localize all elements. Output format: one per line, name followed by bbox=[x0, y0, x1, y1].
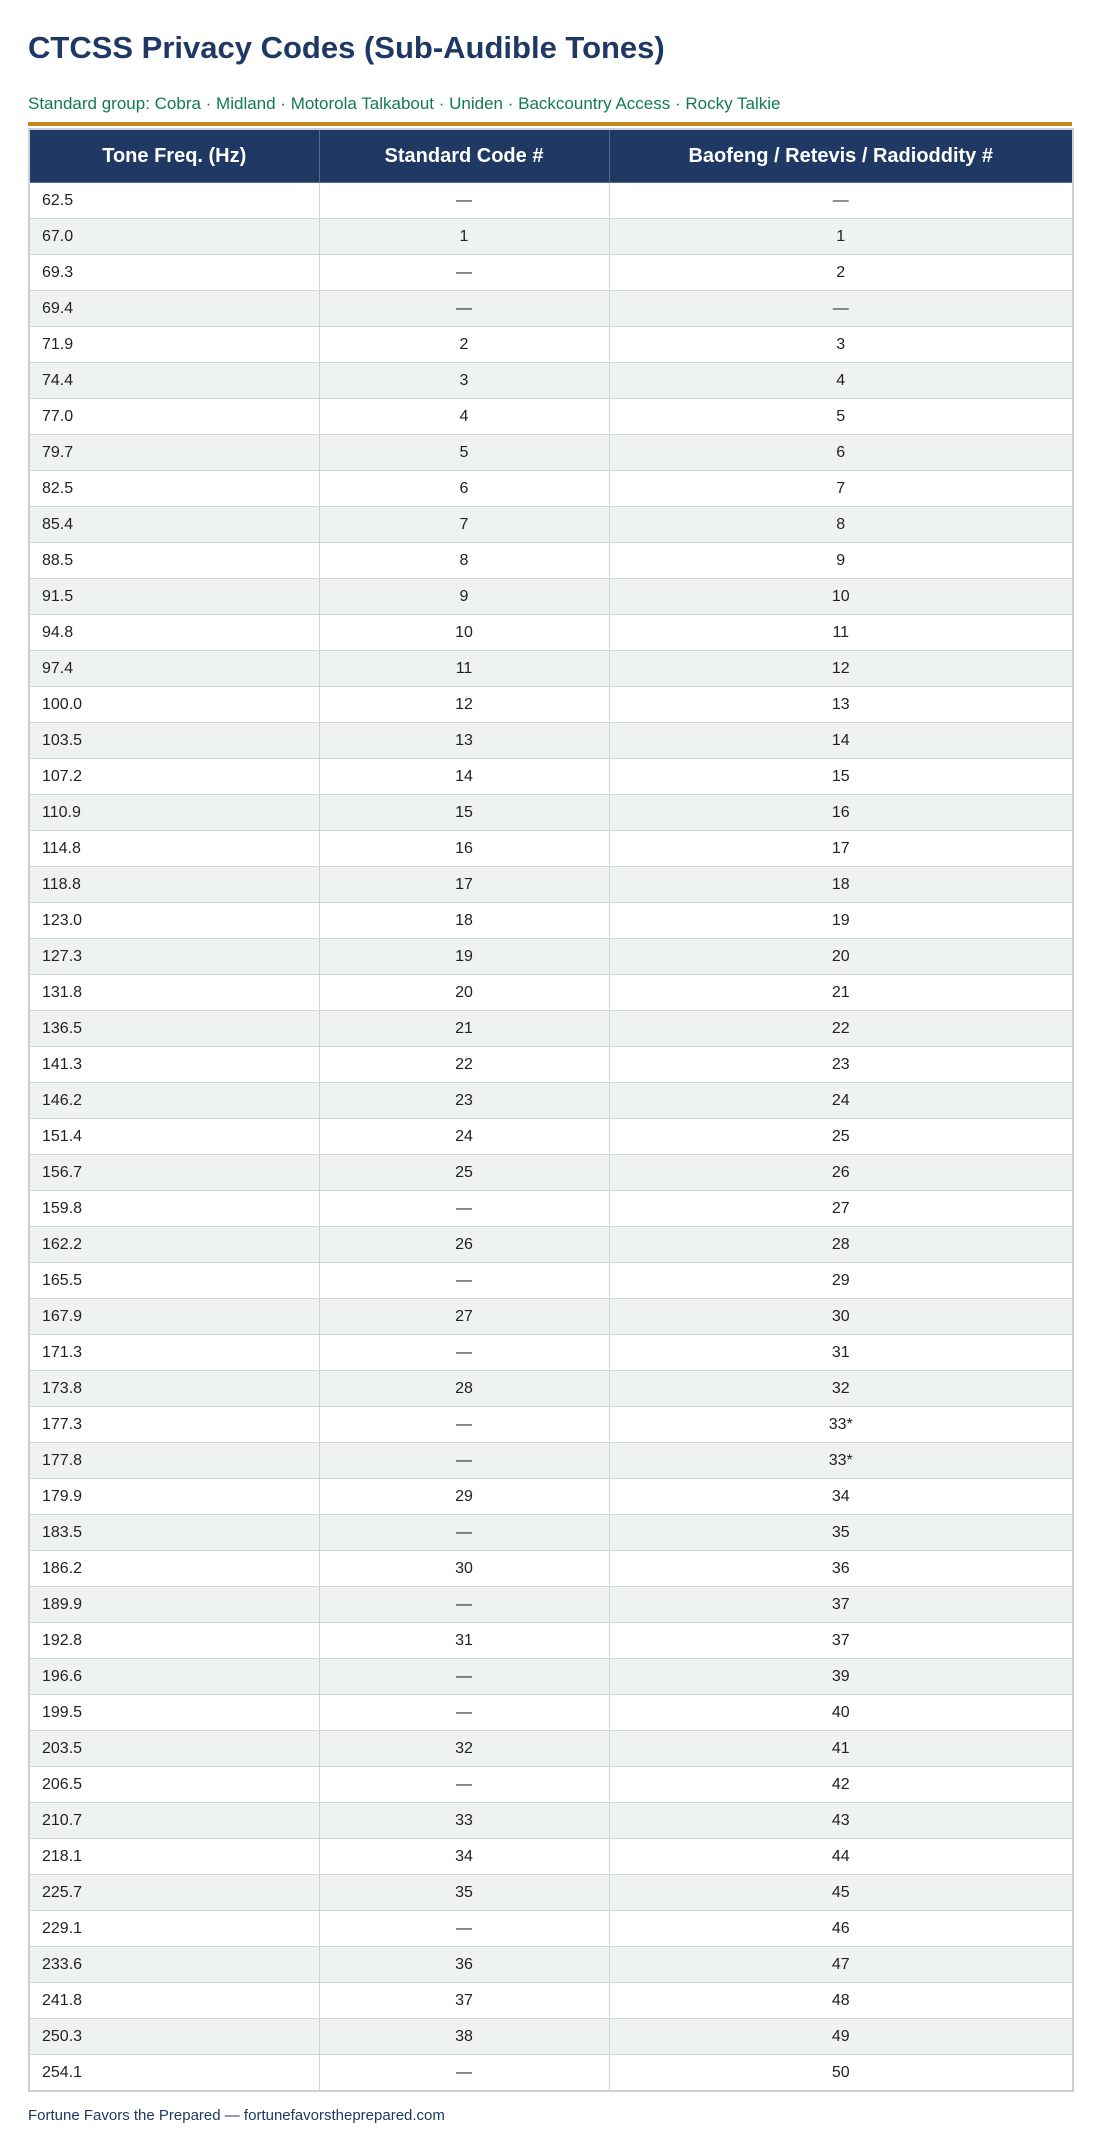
tone-freq-cell: 100.0 bbox=[29, 687, 319, 723]
tone-freq-cell: 218.1 bbox=[29, 1839, 319, 1875]
baofeng-code-cell: 45 bbox=[609, 1875, 1073, 1911]
table-row bbox=[29, 1191, 1073, 1227]
standard-code-cell: — bbox=[319, 1695, 609, 1731]
tone-freq-cell: 254.1 bbox=[29, 2055, 319, 2092]
baofeng-code-cell: 32 bbox=[609, 1371, 1073, 1407]
baofeng-code-cell: 5 bbox=[609, 399, 1073, 435]
table-row bbox=[29, 795, 1073, 831]
table-row bbox=[29, 255, 1073, 291]
table-row bbox=[29, 615, 1073, 651]
table-row bbox=[29, 975, 1073, 1011]
baofeng-code-cell: 22 bbox=[609, 1011, 1073, 1047]
table-row bbox=[29, 1515, 1073, 1551]
standard-code-cell: 24 bbox=[319, 1119, 609, 1155]
baofeng-code-cell: 26 bbox=[609, 1155, 1073, 1191]
table-row bbox=[29, 399, 1073, 435]
standard-code-cell: 36 bbox=[319, 1947, 609, 1983]
standard-code-cell: 37 bbox=[319, 1983, 609, 2019]
standard-code-cell: 30 bbox=[319, 1551, 609, 1587]
baofeng-code-cell: — bbox=[609, 291, 1073, 327]
baofeng-code-cell: 17 bbox=[609, 831, 1073, 867]
table-row bbox=[29, 471, 1073, 507]
table-row bbox=[29, 687, 1073, 723]
standard-code-cell: — bbox=[319, 183, 609, 219]
baofeng-code-cell: 30 bbox=[609, 1299, 1073, 1335]
table-row bbox=[29, 1659, 1073, 1695]
tone-freq-cell: 67.0 bbox=[29, 219, 319, 255]
table-row bbox=[29, 1947, 1073, 1983]
baofeng-code-cell: 15 bbox=[609, 759, 1073, 795]
table-row bbox=[29, 507, 1073, 543]
standard-code-cell: 4 bbox=[319, 399, 609, 435]
standard-code-cell: 16 bbox=[319, 831, 609, 867]
table-row bbox=[29, 1911, 1073, 1947]
column-header-baofeng-code: Baofeng / Retevis / Radioddity # bbox=[609, 129, 1073, 183]
baofeng-code-cell: 19 bbox=[609, 903, 1073, 939]
page-subtitle: Standard group: Cobra · Midland · Motorola Talkabout · Uniden · Backcountry Access · Rocky Talkie bbox=[28, 94, 781, 113]
baofeng-code-cell: 24 bbox=[609, 1083, 1073, 1119]
standard-code-cell: 5 bbox=[319, 435, 609, 471]
baofeng-code-cell: 49 bbox=[609, 2019, 1073, 2055]
table-body bbox=[29, 183, 1073, 2092]
baofeng-code-cell: 41 bbox=[609, 1731, 1073, 1767]
tone-freq-cell: 71.9 bbox=[29, 327, 319, 363]
standard-code-cell: — bbox=[319, 1767, 609, 1803]
baofeng-code-cell: 1 bbox=[609, 219, 1073, 255]
baofeng-code-cell: 6 bbox=[609, 435, 1073, 471]
standard-code-cell: 26 bbox=[319, 1227, 609, 1263]
standard-code-cell: — bbox=[319, 291, 609, 327]
baofeng-code-cell: 8 bbox=[609, 507, 1073, 543]
column-header-standard-code: Standard Code # bbox=[319, 129, 609, 183]
table-row bbox=[29, 1335, 1073, 1371]
standard-code-cell: 3 bbox=[319, 363, 609, 399]
standard-code-cell: 19 bbox=[319, 939, 609, 975]
table-row bbox=[29, 651, 1073, 687]
baofeng-code-cell: 40 bbox=[609, 1695, 1073, 1731]
standard-code-cell: 25 bbox=[319, 1155, 609, 1191]
tone-freq-cell: 146.2 bbox=[29, 1083, 319, 1119]
table-row bbox=[29, 219, 1073, 255]
table-row bbox=[29, 1731, 1073, 1767]
standard-code-cell: 27 bbox=[319, 1299, 609, 1335]
standard-code-cell: 33 bbox=[319, 1803, 609, 1839]
tone-freq-cell: 183.5 bbox=[29, 1515, 319, 1551]
tone-freq-cell: 159.8 bbox=[29, 1191, 319, 1227]
baofeng-code-cell: 16 bbox=[609, 795, 1073, 831]
table-row bbox=[29, 2055, 1073, 2092]
table-row bbox=[29, 1263, 1073, 1299]
tone-freq-cell: 62.5 bbox=[29, 183, 319, 219]
standard-code-cell: — bbox=[319, 1191, 609, 1227]
standard-code-cell: 22 bbox=[319, 1047, 609, 1083]
column-header-tone-freq: Tone Freq. (Hz) bbox=[29, 129, 319, 183]
tone-freq-cell: 127.3 bbox=[29, 939, 319, 975]
tone-freq-cell: 189.9 bbox=[29, 1587, 319, 1623]
page-title: CTCSS Privacy Codes (Sub-Audible Tones) bbox=[28, 30, 665, 65]
baofeng-code-cell: 12 bbox=[609, 651, 1073, 687]
standard-code-cell: 21 bbox=[319, 1011, 609, 1047]
standard-code-cell: 32 bbox=[319, 1731, 609, 1767]
table-row bbox=[29, 363, 1073, 399]
baofeng-code-cell: 25 bbox=[609, 1119, 1073, 1155]
standard-code-cell: — bbox=[319, 1263, 609, 1299]
tone-freq-cell: 91.5 bbox=[29, 579, 319, 615]
table-row bbox=[29, 831, 1073, 867]
baofeng-code-cell: 14 bbox=[609, 723, 1073, 759]
tone-freq-cell: 173.8 bbox=[29, 1371, 319, 1407]
table-row bbox=[29, 1011, 1073, 1047]
table-row bbox=[29, 1587, 1073, 1623]
table-row bbox=[29, 1479, 1073, 1515]
table-row bbox=[29, 543, 1073, 579]
standard-code-cell: 10 bbox=[319, 615, 609, 651]
standard-code-cell: 18 bbox=[319, 903, 609, 939]
tone-freq-cell: 74.4 bbox=[29, 363, 319, 399]
baofeng-code-cell: 35 bbox=[609, 1515, 1073, 1551]
table-row bbox=[29, 183, 1073, 219]
tone-freq-cell: 69.4 bbox=[29, 291, 319, 327]
table-row bbox=[29, 2019, 1073, 2055]
table-row bbox=[29, 1155, 1073, 1191]
tone-freq-cell: 241.8 bbox=[29, 1983, 319, 2019]
baofeng-code-cell: 50 bbox=[609, 2055, 1073, 2092]
baofeng-code-cell: 36 bbox=[609, 1551, 1073, 1587]
standard-code-cell: 35 bbox=[319, 1875, 609, 1911]
tone-freq-cell: 107.2 bbox=[29, 759, 319, 795]
standard-code-cell: 1 bbox=[319, 219, 609, 255]
tone-freq-cell: 79.7 bbox=[29, 435, 319, 471]
table-row bbox=[29, 1119, 1073, 1155]
tone-freq-cell: 141.3 bbox=[29, 1047, 319, 1083]
table-row bbox=[29, 1551, 1073, 1587]
tone-freq-cell: 77.0 bbox=[29, 399, 319, 435]
baofeng-code-cell: 39 bbox=[609, 1659, 1073, 1695]
baofeng-code-cell: 37 bbox=[609, 1623, 1073, 1659]
standard-code-cell: 6 bbox=[319, 471, 609, 507]
standard-code-cell: — bbox=[319, 1515, 609, 1551]
standard-code-cell: 12 bbox=[319, 687, 609, 723]
tone-freq-cell: 192.8 bbox=[29, 1623, 319, 1659]
tone-freq-cell: 97.4 bbox=[29, 651, 319, 687]
table-row bbox=[29, 1227, 1073, 1263]
tone-freq-cell: 94.8 bbox=[29, 615, 319, 651]
standard-code-cell: 2 bbox=[319, 327, 609, 363]
standard-code-cell: 38 bbox=[319, 2019, 609, 2055]
standard-code-cell: 8 bbox=[319, 543, 609, 579]
baofeng-code-cell: 11 bbox=[609, 615, 1073, 651]
tone-freq-cell: 136.5 bbox=[29, 1011, 319, 1047]
tone-freq-cell: 131.8 bbox=[29, 975, 319, 1011]
tone-freq-cell: 162.2 bbox=[29, 1227, 319, 1263]
tone-freq-cell: 151.4 bbox=[29, 1119, 319, 1155]
standard-code-cell: 15 bbox=[319, 795, 609, 831]
tone-freq-cell: 114.8 bbox=[29, 831, 319, 867]
table-row bbox=[29, 1875, 1073, 1911]
baofeng-code-cell: 4 bbox=[609, 363, 1073, 399]
table-row bbox=[29, 939, 1073, 975]
tone-freq-cell: 85.4 bbox=[29, 507, 319, 543]
baofeng-code-cell: 9 bbox=[609, 543, 1073, 579]
baofeng-code-cell: 28 bbox=[609, 1227, 1073, 1263]
table-row bbox=[29, 1983, 1073, 2019]
baofeng-code-cell: 37 bbox=[609, 1587, 1073, 1623]
standard-code-cell: 20 bbox=[319, 975, 609, 1011]
standard-code-cell: 34 bbox=[319, 1839, 609, 1875]
standard-code-cell: 28 bbox=[319, 1371, 609, 1407]
table-row bbox=[29, 1767, 1073, 1803]
baofeng-code-cell: 27 bbox=[609, 1191, 1073, 1227]
table-row bbox=[29, 1047, 1073, 1083]
tone-freq-cell: 233.6 bbox=[29, 1947, 319, 1983]
standard-code-cell: 13 bbox=[319, 723, 609, 759]
page bbox=[28, 0, 1072, 2126]
baofeng-code-cell: 46 bbox=[609, 1911, 1073, 1947]
tone-freq-cell: 123.0 bbox=[29, 903, 319, 939]
standard-code-cell: 7 bbox=[319, 507, 609, 543]
tone-freq-cell: 229.1 bbox=[29, 1911, 319, 1947]
tone-freq-cell: 250.3 bbox=[29, 2019, 319, 2055]
standard-code-cell: 17 bbox=[319, 867, 609, 903]
standard-code-cell: 29 bbox=[319, 1479, 609, 1515]
tone-freq-cell: 118.8 bbox=[29, 867, 319, 903]
baofeng-code-cell: 48 bbox=[609, 1983, 1073, 2019]
table-row bbox=[29, 579, 1073, 615]
tone-freq-cell: 177.3 bbox=[29, 1407, 319, 1443]
standard-code-cell: 31 bbox=[319, 1623, 609, 1659]
baofeng-code-cell: 43 bbox=[609, 1803, 1073, 1839]
table-row bbox=[29, 1407, 1073, 1443]
baofeng-code-cell: 7 bbox=[609, 471, 1073, 507]
tone-freq-cell: 103.5 bbox=[29, 723, 319, 759]
footer: Fortune Favors the Prepared — fortunefavorstheprepared.com bbox=[28, 2107, 445, 2124]
tone-freq-cell: 110.9 bbox=[29, 795, 319, 831]
table-row bbox=[29, 1695, 1073, 1731]
table-row bbox=[29, 723, 1073, 759]
table-row bbox=[29, 1371, 1073, 1407]
baofeng-code-cell: 18 bbox=[609, 867, 1073, 903]
baofeng-code-cell: 3 bbox=[609, 327, 1073, 363]
standard-code-cell: — bbox=[319, 255, 609, 291]
baofeng-code-cell: 47 bbox=[609, 1947, 1073, 1983]
standard-code-cell: 14 bbox=[319, 759, 609, 795]
tone-freq-cell: 165.5 bbox=[29, 1263, 319, 1299]
standard-code-cell: — bbox=[319, 1443, 609, 1479]
baofeng-code-cell: 21 bbox=[609, 975, 1073, 1011]
table-header-row bbox=[29, 129, 1073, 183]
divider bbox=[28, 122, 1072, 126]
table-row bbox=[29, 759, 1073, 795]
tone-freq-cell: 156.7 bbox=[29, 1155, 319, 1191]
baofeng-code-cell: 23 bbox=[609, 1047, 1073, 1083]
tone-freq-cell: 171.3 bbox=[29, 1335, 319, 1371]
tone-freq-cell: 199.5 bbox=[29, 1695, 319, 1731]
tone-freq-cell: 177.8 bbox=[29, 1443, 319, 1479]
baofeng-code-cell: — bbox=[609, 183, 1073, 219]
baofeng-code-cell: 20 bbox=[609, 939, 1073, 975]
baofeng-code-cell: 10 bbox=[609, 579, 1073, 615]
tone-freq-cell: 167.9 bbox=[29, 1299, 319, 1335]
table-row bbox=[29, 1839, 1073, 1875]
table-row bbox=[29, 1443, 1073, 1479]
ctcss-table bbox=[28, 128, 1074, 2092]
tone-freq-cell: 69.3 bbox=[29, 255, 319, 291]
standard-code-cell: — bbox=[319, 1659, 609, 1695]
tone-freq-cell: 210.7 bbox=[29, 1803, 319, 1839]
table-row bbox=[29, 1083, 1073, 1119]
baofeng-code-cell: 29 bbox=[609, 1263, 1073, 1299]
baofeng-code-cell: 13 bbox=[609, 687, 1073, 723]
standard-code-cell: 23 bbox=[319, 1083, 609, 1119]
standard-code-cell: — bbox=[319, 1335, 609, 1371]
tone-freq-cell: 203.5 bbox=[29, 1731, 319, 1767]
standard-code-cell: — bbox=[319, 2055, 609, 2092]
baofeng-code-cell: 34 bbox=[609, 1479, 1073, 1515]
baofeng-code-cell: 2 bbox=[609, 255, 1073, 291]
tone-freq-cell: 186.2 bbox=[29, 1551, 319, 1587]
table-row bbox=[29, 1299, 1073, 1335]
baofeng-code-cell: 44 bbox=[609, 1839, 1073, 1875]
baofeng-code-cell: 42 bbox=[609, 1767, 1073, 1803]
baofeng-code-cell: 33* bbox=[609, 1407, 1073, 1443]
table-row bbox=[29, 903, 1073, 939]
tone-freq-cell: 225.7 bbox=[29, 1875, 319, 1911]
baofeng-code-cell: 33* bbox=[609, 1443, 1073, 1479]
table-row bbox=[29, 1803, 1073, 1839]
table-row bbox=[29, 1623, 1073, 1659]
standard-code-cell: — bbox=[319, 1911, 609, 1947]
table-row bbox=[29, 867, 1073, 903]
table-row bbox=[29, 435, 1073, 471]
standard-code-cell: — bbox=[319, 1587, 609, 1623]
tone-freq-cell: 196.6 bbox=[29, 1659, 319, 1695]
table-row bbox=[29, 291, 1073, 327]
standard-code-cell: — bbox=[319, 1407, 609, 1443]
tone-freq-cell: 88.5 bbox=[29, 543, 319, 579]
tone-freq-cell: 82.5 bbox=[29, 471, 319, 507]
tone-freq-cell: 206.5 bbox=[29, 1767, 319, 1803]
standard-code-cell: 9 bbox=[319, 579, 609, 615]
tone-freq-cell: 179.9 bbox=[29, 1479, 319, 1515]
standard-code-cell: 11 bbox=[319, 651, 609, 687]
table-row bbox=[29, 327, 1073, 363]
baofeng-code-cell: 31 bbox=[609, 1335, 1073, 1371]
